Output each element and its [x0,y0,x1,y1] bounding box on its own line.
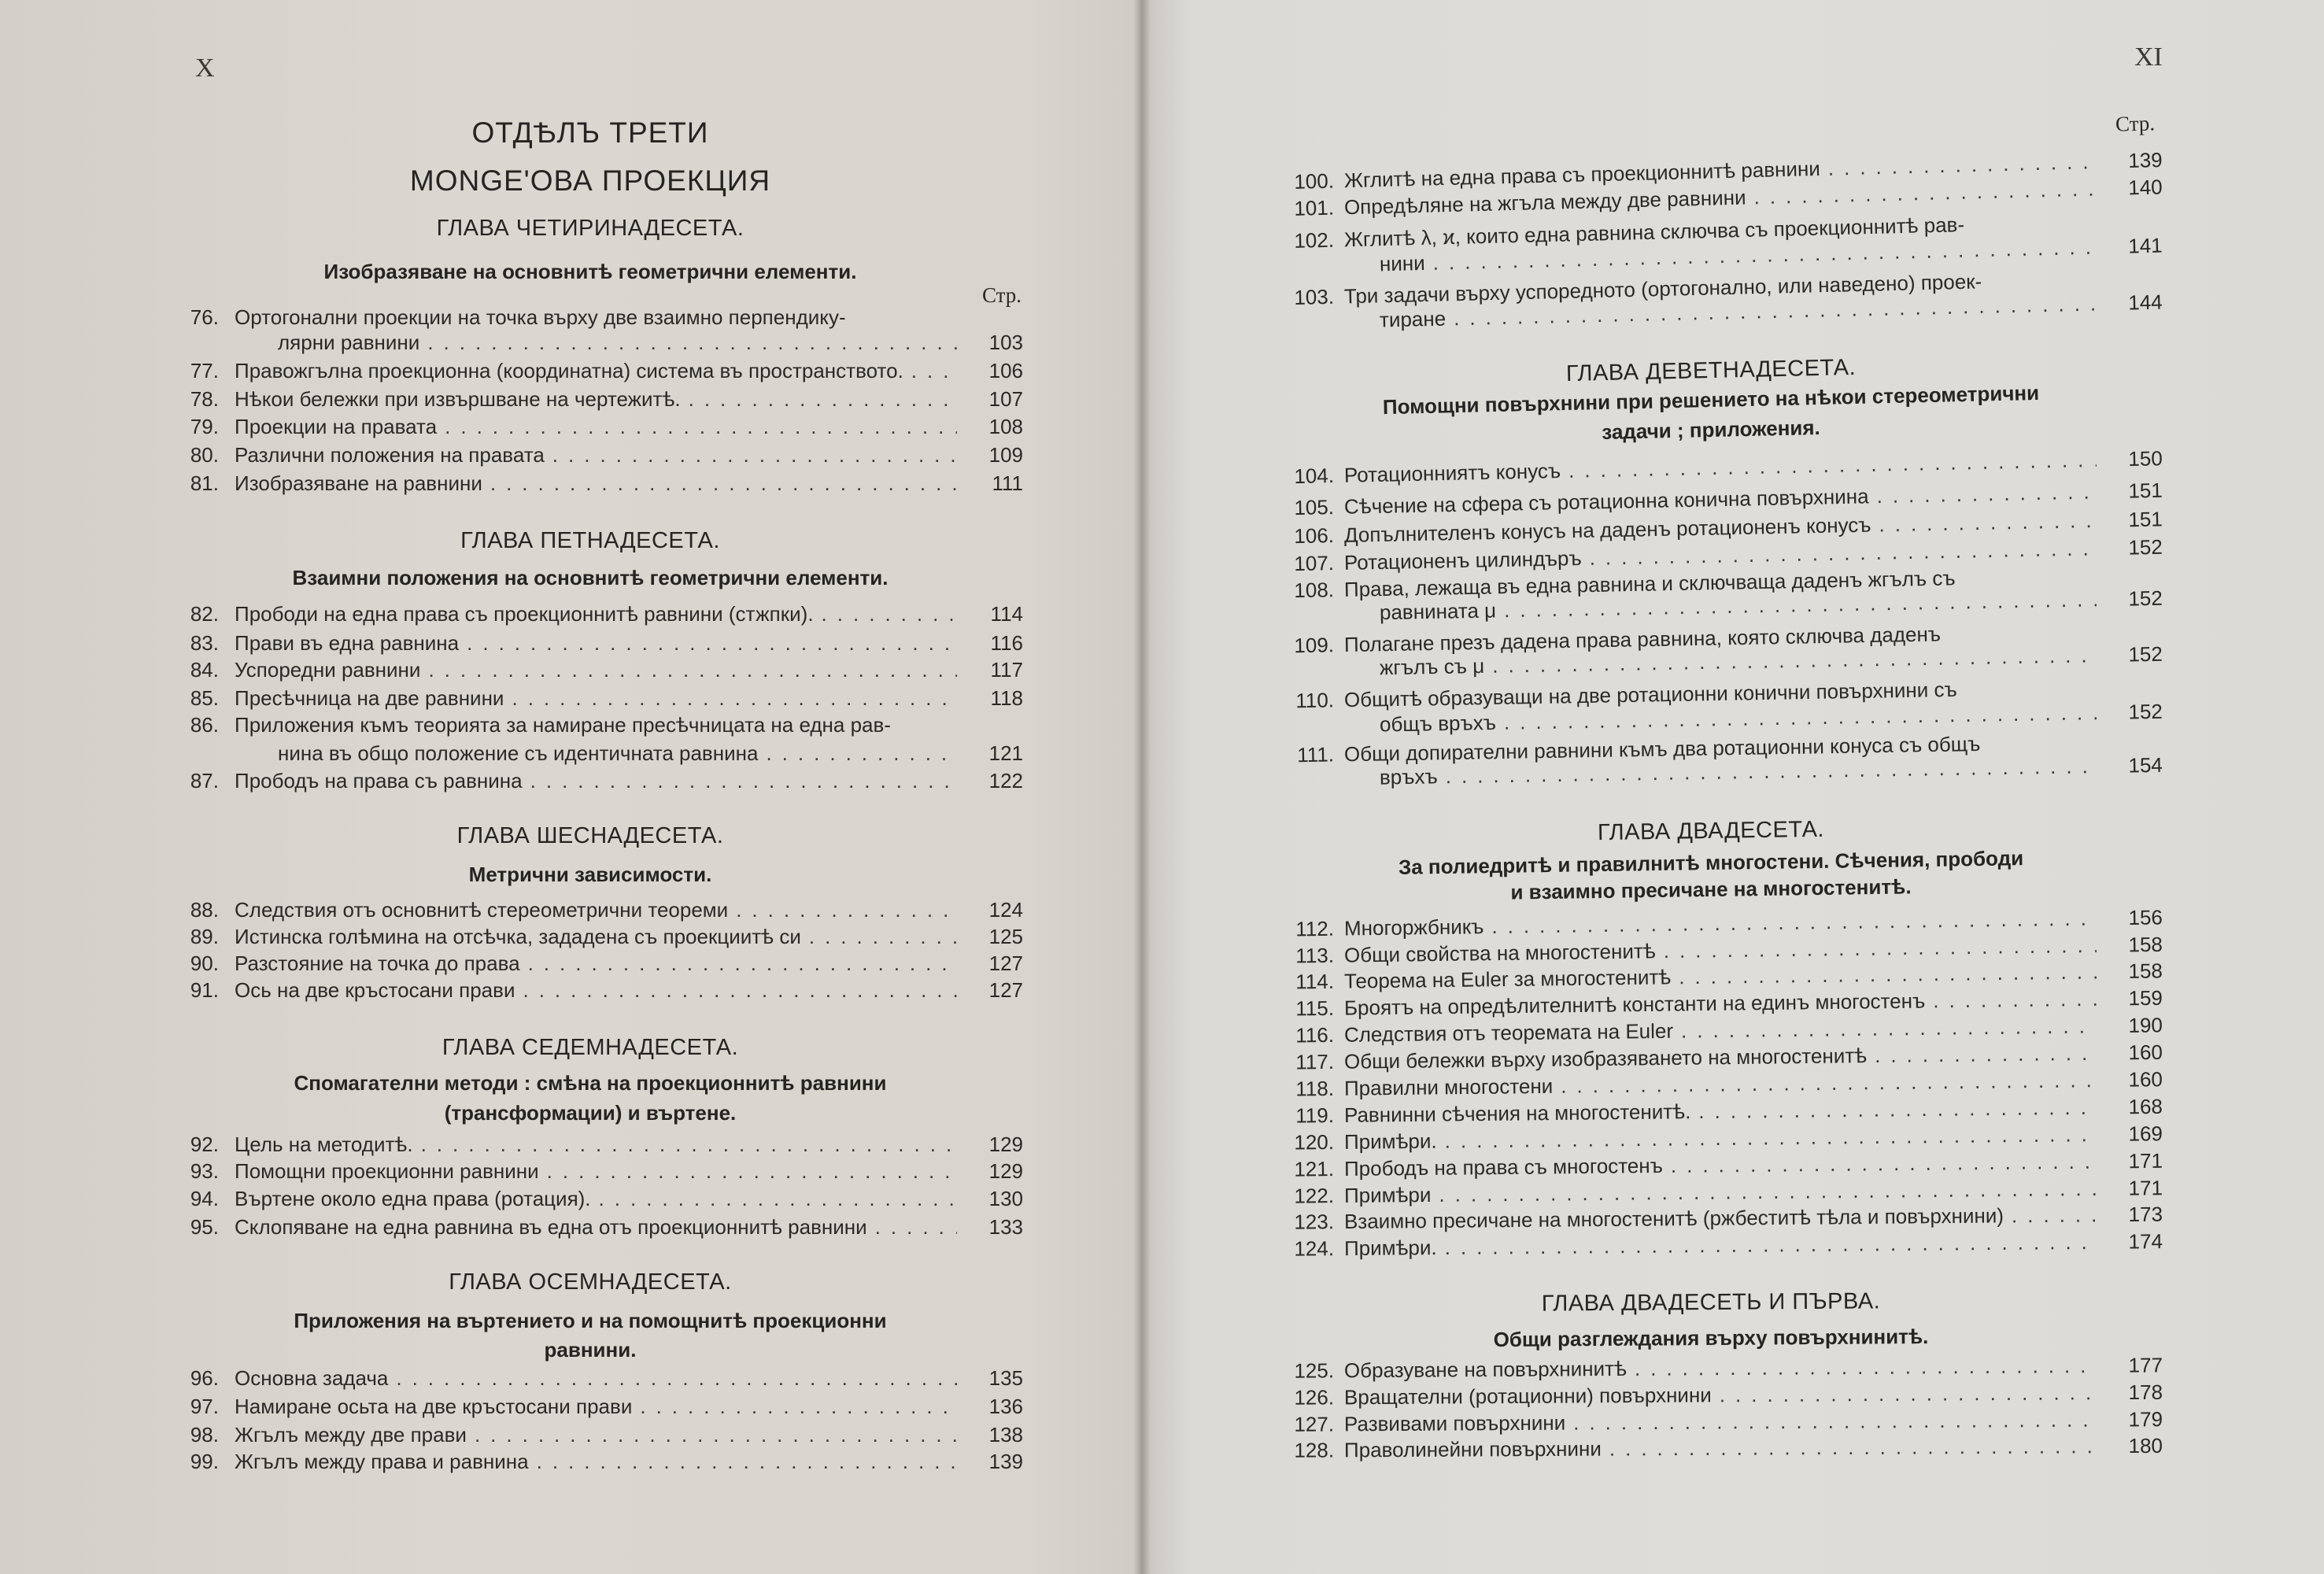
entry-title [235,441,957,469]
entry-title [235,600,957,628]
entry-number: 109. [1294,633,1335,658]
entry-page-number: 133 [988,1215,1023,1239]
entry-page-number: 125 [988,925,1023,948]
entry-title-text: Изобразяване на равнини [235,471,482,495]
entry-page-number: 127 [988,978,1023,1002]
toc-entry [157,385,1023,413]
dot-leader [388,1364,957,1392]
entry-title-text: Нѣкои бележки при извършване на чертежитѣ. [235,387,681,411]
toc-entry [157,412,1023,441]
entry-page-number: 151 [2128,507,2163,532]
dot-leader [539,1157,957,1185]
entry-title [235,1157,957,1185]
entry-page-number: 168 [2128,1094,2163,1119]
entry-number: 76. [190,305,219,329]
entry-title-text: Истинска голѣмина на отсѣчка, зададена съ проекциитѣ си [235,925,801,948]
entry-page-number: 144 [2127,290,2163,315]
toc-entry [157,767,1023,795]
chapter-subtitle: Приложения на въртението и на помощнитѣ проекционни [294,1309,887,1332]
chapter-subtitle: Изобразяване на основнитѣ геометрични елементи. [323,260,857,283]
chapter-subtitle: Взаимни положения на основнитѣ геометрични елементи. [292,566,889,589]
entry-title [235,896,957,924]
chapter-subtitle: За полиедритѣ и правилнитѣ многостени. Сѣчения, прободи [1398,846,2024,879]
entry-number: 102. [1294,227,1335,253]
entry-number: 118. [1295,1076,1335,1101]
chapter-heading: ГЛАВА ДВАДЕСЕТЬ И ПЪРВА. [1541,1288,1881,1317]
toc-entry [157,684,1023,712]
dot-leader [515,976,957,1004]
dot-leader [413,1130,957,1158]
part-title: ОТДѢЛЪ ТРЕТИ [471,116,709,149]
entry-title-text: Успоредни равнини [235,658,421,682]
entry-page-number: 109 [988,443,1023,467]
dot-leader [2004,1200,2097,1229]
entry-page-number: 106 [988,359,1023,382]
entry-page-number: 141 [2127,233,2163,258]
entry-title-text: тиране [1379,306,1446,332]
entry-page-number: 158 [2128,959,2163,983]
entry-number: 83. [190,631,219,655]
entry-page-number: 139 [988,1450,1023,1473]
dot-leader [459,629,957,657]
entry-title [235,412,957,441]
entry-page-number: 160 [2128,1067,2163,1092]
entry-number: 93. [190,1159,219,1183]
entry-number: 88. [190,898,219,922]
entry-page-number: 103 [988,331,1023,354]
chapter-heading: ГЛАВА ДВАДЕСЕТА. [1597,816,1825,846]
entry-number: 126. [1294,1385,1335,1410]
entry-page-number: 152 [2128,586,2163,611]
entry-title-text: Теорема на Euler за многостенитѣ [1343,965,1672,993]
entry-title [235,711,1023,739]
entry-page-number: 190 [2128,1013,2163,1037]
entry-page-number: 129 [988,1159,1023,1183]
entry-title-text: нина въ общо положение съ идентичната равнина [278,741,759,765]
entry-title-text: общъ връхъ [1379,710,1497,737]
part-subtitle: MONGE'ОВА ПРОЕКЦИЯ [409,164,771,197]
entry-number: 112. [1295,916,1335,941]
entry-page-number: 135 [988,1366,1023,1390]
dot-leader [467,1421,957,1449]
entry-page-number: 129 [988,1132,1023,1156]
entry-title [235,684,957,712]
entry-title [235,303,1023,331]
entry-title [235,1213,957,1241]
entry-number: 119. [1295,1103,1335,1128]
toc-entry [157,1130,1023,1158]
entry-number: 101. [1294,195,1335,220]
chapter-heading: ГЛАВА ОСЕМНАДЕСЕТА. [449,1269,732,1295]
entry-title [235,1447,957,1476]
entry-number: 99. [190,1450,219,1473]
entry-page-number: 116 [990,631,1023,655]
entry-title [235,767,957,795]
entry-title-text: Пресѣчница на две равнини [235,686,504,710]
entry-number: 122. [1294,1184,1335,1208]
entry-page-number: 179 [2128,1407,2163,1432]
entry-title-text: нини [1379,250,1426,276]
entry-number: 90. [190,951,219,975]
entry-title-text: Три задачи върху успоредното (ортогонално, или наведено) проек- [1343,269,1982,309]
entry-number: 105. [1294,495,1335,520]
dot-leader [520,949,957,977]
toc-entry [157,1447,1023,1476]
dot-leader [903,357,957,385]
entry-page-number: 151 [2128,478,2163,503]
entry-number: 87. [190,769,219,793]
entry-title-text: Примѣри. [1343,1236,1437,1261]
entry-title-text: Общи свойства на многостенитѣ [1343,939,1656,967]
entry-number: 82. [190,602,219,626]
entry-title-text: Сѣчение на сфера съ ротационна конична повърхнина [1343,484,1869,519]
entry-title-text: Помощни проекционни равнини [235,1159,539,1183]
entry-title-text: Следствия отъ основнитѣ стереометрични теореми [235,898,729,922]
entry-number: 84. [190,658,219,682]
left-page-number: X [195,54,215,83]
entry-number: 89. [190,925,219,948]
dot-leader [632,1392,957,1421]
entry-title-text: Многоржбникъ [1343,914,1484,940]
entry-page-number: 107 [988,387,1023,411]
entry-title-text: Вращателни (ротационни) повърхнини [1343,1383,1712,1410]
entry-title-text: Цель на методитѣ. [235,1132,413,1156]
entry-number: 113. [1295,943,1335,968]
entry-title-text: Намиране осьта на две кръстосани прави [235,1395,633,1418]
toc-entry [157,896,1023,924]
toc-entry [157,469,1023,497]
chapter-subtitle: задачи ; приложения. [1601,416,1821,444]
dot-leader [758,739,957,767]
right-page-number: XI [2134,42,2163,72]
chapter-heading: ГЛАВА ПЕТНАДЕСЕТА. [460,528,720,553]
dot-leader [1867,1039,2097,1070]
dot-leader [1437,1228,2097,1262]
entry-title-text: Образуване на повърхнинитѣ [1343,1356,1628,1383]
entry-title-text: Прободи на една права съ проекционнитѣ равнини (стжпки). [235,602,814,626]
entry-page-number: 130 [988,1187,1023,1210]
entry-title-text: Ось на две кръстосани прави [235,978,515,1002]
toc-entry [157,1364,1023,1392]
entry-number: 121. [1294,1157,1335,1181]
toc-entry [157,357,1023,385]
entry-page-number: 114 [990,602,1023,626]
entry-page-number: 180 [2128,1433,2163,1458]
entry-page-number: 111 [992,471,1023,495]
toc-entry [157,711,1023,739]
entry-number: 78. [190,387,219,411]
entry-number: 86. [190,713,219,737]
entry-number: 108. [1294,578,1335,603]
dot-leader [437,412,957,441]
dot-leader [1868,477,2097,510]
toc-entry-continuation [157,739,1023,767]
entry-title-text: Основна задача [235,1366,389,1390]
right-page-column-label: Стр. [2115,111,2156,136]
entry-number: 115. [1295,996,1335,1021]
dot-leader [814,600,957,628]
entry-page-number: 152 [2128,699,2163,724]
chapter-subtitle: равнини. [544,1338,637,1362]
entry-page-number: 156 [2128,905,2163,929]
entry-number: 97. [190,1395,219,1418]
entry-title [278,328,957,357]
chapter-subtitle: Спомагателни методи : смѣна на проекционнитѣ равнини [294,1071,887,1095]
entry-title-text: Общи допирателни равнини къмъ два ротационни конуса съ общъ [1343,731,1981,767]
toc-entry [157,1421,1023,1449]
entry-number: 96. [190,1366,219,1390]
entry-page-number: 121 [988,741,1023,765]
entry-number: 98. [190,1423,219,1447]
entry-title-text: Прободъ на права съ многостенъ [1343,1153,1664,1180]
entry-title [1344,1432,2097,1464]
dot-leader [420,656,957,684]
entry-title-text: Ротационенъ цилиндъръ [1343,546,1582,575]
chapter-heading: ГЛАВА ШЕСНАДЕСЕТА. [456,823,724,848]
dot-leader [867,1213,957,1241]
entry-number: 125. [1294,1358,1335,1383]
entry-title-text: Жглитѣ на една права съ проекционнитѣ равнини [1343,156,1821,193]
entry-title [235,656,957,684]
entry-title-text: Въртене около една права (ротация). [235,1187,591,1210]
entry-number: 94. [190,1187,219,1210]
dot-leader [591,1184,957,1213]
entry-title [235,1364,957,1392]
entry-title [235,1184,957,1213]
dot-leader [1712,1378,2097,1409]
entry-title-text: Жгълъ между права и равнина [235,1450,529,1473]
entry-number: 110. [1295,688,1335,713]
entry-page-number: 140 [2127,175,2163,200]
entry-page-number: 117 [990,658,1023,682]
entry-title-text: Равнинни сѣчения на многостенитѣ. [1343,1099,1691,1127]
toc-entry [157,1213,1023,1241]
dot-leader [529,1447,957,1476]
entry-title-text: Ортогонални проекции на точка върху две взаимно перпендику- [235,305,846,329]
entry-page-number: 150 [2128,446,2163,471]
entry-title-text: Общитѣ образуващи на две ротационни конични повърхнини съ [1343,677,1957,712]
entry-page-number: 138 [988,1423,1023,1447]
entry-title [235,629,957,657]
entry-number: 92. [190,1132,219,1156]
entry-page-number: 152 [2128,641,2163,667]
chapter-subtitle: и взаимно пресичане на многостенитѣ. [1510,874,1912,904]
entry-title-text: Правожгълна проекционна (координатна) система въ пространството. [235,359,903,382]
entry-number: 123. [1294,1210,1335,1234]
entry-title [235,1392,957,1421]
toc-entry [157,922,1023,951]
entry-number: 117. [1295,1049,1335,1074]
entry-number: 120. [1294,1130,1335,1155]
entry-number: 103. [1294,284,1335,309]
entry-title-text: Ротационниятъ конусъ [1343,459,1561,487]
dot-leader [504,684,957,712]
chapter-subtitle: (трансформации) и въртене. [444,1101,737,1125]
entry-number: 128. [1294,1438,1335,1462]
entry-page-number: 124 [988,898,1023,922]
entry-number: 104. [1294,464,1335,489]
entry-title-text: Примѣри [1343,1182,1432,1207]
entry-page-number: 174 [2128,1229,2163,1254]
toc-entry [157,303,1023,331]
entry-title [235,385,957,413]
entry-number: 106. [1294,523,1335,549]
entry-number: 80. [190,443,219,467]
entry-title-text: Прави въ една равнина [235,631,460,655]
toc-entry [157,1392,1023,1421]
book-gutter [1133,0,1151,1574]
toc-entry [157,1157,1023,1185]
entry-title-text: Опредѣляне на жгъла между две равнини [1343,185,1746,220]
entry-number: 81. [190,471,219,495]
entry-page-number: 108 [988,415,1023,438]
entry-title-text: Приложения къмъ теорията за намиране пресѣчницата на една рав- [235,713,891,737]
entry-title-text: Прободъ на права съ равнина [235,769,523,793]
entry-page-number: 169 [2128,1121,2163,1146]
entry-page-number: 158 [2128,932,2163,957]
chapter-heading: ГЛАВА ДЕВЕТНАДЕСЕТА. [1565,354,1857,387]
entry-title-text: Броятъ на опредѣлителнитѣ константи на единъ многостенъ [1343,988,1926,1020]
entry-page-number: 136 [988,1395,1023,1418]
entry-page-number: 173 [2128,1202,2163,1226]
entry-number: 79. [190,415,219,438]
toc-entry [157,976,1023,1004]
entry-number: 77. [190,359,219,382]
entry-title [235,1421,957,1449]
dot-leader [482,469,957,497]
dot-leader [801,922,957,951]
entry-title-text: жгълъ съ μ [1379,653,1485,680]
entry-page-number: 160 [2128,1040,2163,1065]
entry-page-number: 127 [988,951,1023,975]
entry-title-text: Различни положения на правата [235,443,545,467]
entry-page-number: 139 [2127,147,2163,173]
entry-page-number: 178 [2128,1380,2163,1405]
entry-title [235,949,957,977]
entry-title [235,469,957,497]
entry-title-text: Права, лежаща въ една равнина и сключваща даденъ жгълъ съ [1343,566,1956,601]
chapter-subtitle: Общи разглеждания върху повърхнинитѣ. [1493,1325,1929,1351]
entry-title-text: Жгълъ между две прави [235,1423,467,1447]
dot-leader [728,896,957,924]
entry-title [235,922,957,951]
entry-title-text: Допълнителенъ конусъ на даденъ ротационенъ конусъ [1343,512,1871,547]
toc-entry [157,656,1023,684]
toc-entry [157,949,1023,977]
entry-title-text: връхъ [1379,764,1438,789]
entry-title-text: Жглитѣ λ, ϰ, които една равнина сключва съ проекционнитѣ рав- [1343,212,1965,252]
entry-page-number: 171 [2128,1176,2163,1200]
entry-title-text: Праволинейни повърхнини [1343,1436,1602,1462]
entry-title [235,357,957,385]
entry-title-text: Правилни многостени [1343,1073,1554,1100]
entry-page-number: 154 [2128,752,2163,778]
entry-number: 127. [1294,1412,1335,1436]
entry-number: 114. [1295,969,1335,994]
toc-entry [1259,1432,2163,1465]
dot-leader [545,441,957,469]
toc-entry [157,1184,1023,1213]
entry-page-number: 152 [2128,534,2163,560]
entry-page-number: 118 [990,686,1023,710]
entry-page-number: 159 [2128,985,2163,1011]
entry-title-text: Полагане презъ дадена права равнина, която сключва даденъ [1343,622,1942,657]
entry-title-text: Примѣри. [1343,1129,1437,1154]
left-page-column-label: Стр. [982,283,1022,307]
dot-leader [681,385,957,413]
entry-title-text: Проекции на правата [235,415,438,438]
chapter-subtitle: Помощни повърхнини при решението на нѣкои стереометрични [1382,380,2040,419]
toc-entry [157,441,1023,469]
entry-number: 111. [1296,742,1335,767]
entry-title-text: Развивами повърхнини [1343,1410,1566,1436]
toc-entry [157,600,1023,628]
toc-entry [157,629,1023,657]
chapter-subtitle: Метрични зависимости. [468,863,712,886]
chapter-heading: ГЛАВА СЕДЕМНАДЕСЕТА. [442,1035,739,1060]
dot-leader [1925,985,2097,1015]
entry-title-text: равнината μ [1379,598,1497,625]
entry-title-text: Разстояние на точка до права [235,951,520,975]
toc-entry-continuation [157,328,1023,357]
entry-page-number: 177 [2128,1353,2163,1377]
entry-title-text: Следствия отъ теоремата на Euler [1343,1018,1674,1047]
dot-leader [1602,1432,2097,1462]
entry-number: 107. [1294,551,1335,576]
entry-title-text: Склопяване на една равнина въ една отъ проекционнитѣ равнини [235,1215,867,1239]
entry-title [278,739,957,767]
entry-number: 116. [1295,1022,1335,1047]
entry-title-text: лярни равнини [278,331,420,354]
entry-page-number: 171 [2128,1148,2163,1173]
chapter-heading: ГЛАВА ЧЕТИРИНАДЕСЕТА. [436,216,744,241]
entry-title [235,1130,957,1158]
entry-number: 91. [190,978,219,1002]
entry-page-number: 122 [988,769,1023,793]
entry-title-text: Взаимно пресичане на многостенитѣ (ржбеститѣ тѣла и повърхнини) [1343,1203,2004,1234]
dot-leader [523,767,957,795]
dot-leader [419,328,957,357]
entry-title [235,976,957,1004]
entry-number: 85. [190,686,219,710]
entry-number: 100. [1293,168,1335,194]
entry-number: 124. [1294,1236,1335,1261]
entry-number: 95. [190,1215,219,1239]
entry-title-text: Общи бележки върху изобразяването на многостенитѣ [1343,1044,1868,1073]
